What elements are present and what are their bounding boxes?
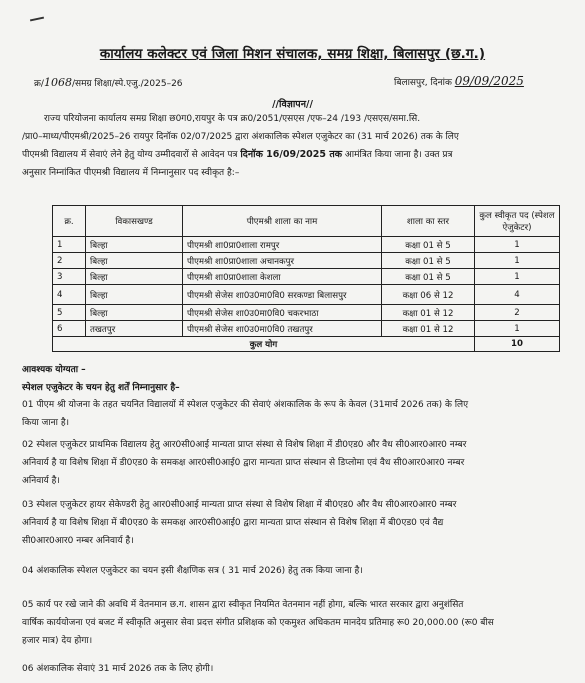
intro-line: पीएमश्री विद्यालय में सेवाएं लेने हेतु योग्य उम्मीदवारों से आवेदन पत्र दिनॉक 16/09/2025 तक आमंत्रित किया जाना है। उक्त प्रत्र — [22, 149, 453, 160]
place-date: बिलासपुर, दिनांक 09/09/2025 — [394, 74, 524, 88]
cell: 1 — [53, 237, 86, 253]
notice-heading: //विज्ञापन// — [272, 99, 313, 110]
table-row — [53, 237, 560, 253]
eligibility-heading: आवश्यक योग्यता – — [22, 365, 86, 375]
cell: बिल्हा — [86, 253, 183, 269]
condition-item-5: 05 कार्य पर रखे जाने की अवधि में वेतनमान छ.ग. शासन द्वारा स्वीकृत नियमित वेतनमान नहीं होगा, बल्कि भारत सरकार द्वारा अनुशंसित वार्षिक कार्ययोजना एवं बजट में स्वीकृति अनुसार सेवा प्रदत्त संगीत प्रशिक्षक को एकमुश्त अधिकतम मानदेय प्रतिमाह रू0 20,000.00 (रू0 बीस हजार मात्र) देय होगा। — [22, 600, 494, 646]
cell: 2 — [475, 305, 560, 321]
table-row — [53, 305, 560, 321]
cell: तखतपुर — [86, 321, 183, 337]
intro-line: /प्रा0–माध्य/पीएमश्री/2025–26 रायपुर दिनॉक 02/07/2025 द्वारा अंशकालिक स्पेशल एजुकेटर का (31 मार्च 2026) तक के लिए — [22, 132, 459, 142]
cell: कक्षा 06 से 12 — [382, 285, 475, 305]
cell: पीएमश्री सेजेस शा0उ0मा0वि0 सरकण्डा बिलासपुर — [183, 285, 382, 305]
table-total-row — [53, 337, 560, 352]
posts-table — [52, 205, 560, 352]
table-row — [53, 253, 560, 269]
cell: बिल्हा — [86, 305, 183, 321]
table-row — [53, 321, 560, 337]
cell: 2 — [53, 253, 86, 269]
condition-item-4: 04 अंशकालिक स्पेशल एजुकेटर का चयन इसी शैक्षणिक सत्र ( 31 मार्च 2026) हेतु तक किया जाना है। — [22, 566, 363, 576]
table-row — [53, 269, 560, 285]
cell: 1 — [475, 253, 560, 269]
intro-line: राज्य परियोजना कार्यालय समग्र शिक्षा छ0ग0,रायपुर के पत्र क्र0/2051/एसएस /एफ–24 /193 /एसएस/समा.सि. — [44, 114, 421, 124]
total-value: 10 — [475, 337, 560, 352]
total-label: कुल योग — [53, 337, 475, 352]
handwritten-ref-number: 1068 — [43, 76, 72, 89]
intro-paragraph — [22, 110, 567, 182]
cell: कक्षा 01 से 5 — [382, 269, 475, 285]
cell: बिल्हा — [86, 237, 183, 253]
cell: 5 — [53, 305, 86, 321]
intro-line: अनुसार निम्नांकित पीएमश्री विद्यालय में निम्नानुसार पद स्वीकृत है:– — [22, 168, 240, 178]
cell: कक्षा 01 से 12 — [382, 321, 475, 337]
cell: पीएमश्री सेजेस शा0उ0मा0वि0 चकरभाठा — [183, 305, 382, 321]
cell: 1 — [475, 321, 560, 337]
cell: 4 — [475, 285, 560, 305]
cell: कक्षा 01 से 5 — [382, 253, 475, 269]
col-header: कुल स्वीकृत पद (स्पेशल ऐजुकेटर) — [475, 206, 560, 237]
table-row — [53, 285, 560, 305]
pen-mark — [30, 17, 44, 22]
office-title: कार्यालय कलेक्टर एवं जिला मिशन संचालक, समग्र शिक्षा, बिलासपुर (छ.ग.) — [99, 46, 486, 62]
cell: कक्षा 01 से 5 — [382, 237, 475, 253]
eligibility-subheading: स्पेशल एजुकेटर के चयन हेतु शर्तें निम्नानुसार है– — [22, 383, 180, 393]
cell: 6 — [53, 321, 86, 337]
condition-item-2: 02 स्पेशल एजुकेटर प्राथमिक विद्यालय हेतु आर0सी0आई मान्यता प्राप्त संस्था से विशेष शिक्षा में डी0एड0 और वैध सी0आर0आर0 नम्बर अनिवार्य है या विशेष शिक्षा में डी0एड0 के समकक्ष आर0सी0आई0 द्वारा मान्यता प्राप्त संस्थान से डिप्लोमा एवं वैध सी0आर0आर0 नम्बर अनिवार्य है। — [22, 440, 467, 486]
handwritten-date: 09/09/2025 — [454, 74, 524, 88]
cell: 4 — [53, 285, 86, 305]
reference-number: क्र/1068/समग्र शिक्षा/स्पे.एजु./2025–26 — [34, 76, 183, 89]
col-header: शाला का स्तर — [382, 206, 475, 237]
col-header: क्र. — [53, 206, 86, 237]
table-header-row — [53, 206, 560, 237]
col-header: पीएमश्री शाला का नाम — [183, 206, 382, 237]
condition-item-1: 01 पीएम श्री योजना के तहत चयनित विद्यालयों में स्पेशल एजुकेटर की सेवाएं अंशकालिक के रूप के केवल (31मार्च 2026 तक) के लिए किया जाना है। — [22, 400, 469, 428]
cell: कक्षा 01 से 12 — [382, 305, 475, 321]
cell: 3 — [53, 269, 86, 285]
condition-item-3: 03 स्पेशल एजुकेटर हायर सेकेण्डरी हेतु आर0सी0आई मान्यता प्राप्त संस्था से विशेष शिक्षा में बी0एड0 और वैध सी0आर0आर0 नम्बर अनिवार्य है या विशेष शिक्षा में बी0एड0 के समकक्ष आर0सी0आई0 द्वारा मान्यता प्राप्त संस्थान से विशेष शिक्षा में बी0एड0 एवं वैद्य सी0आर0आर0 नम्बर अनिवार्य है। — [22, 500, 457, 546]
col-header: विकासखण्ड — [86, 206, 183, 237]
cell: पीएमश्री शा0प्रा0शाला रामपुर — [183, 237, 382, 253]
cell: बिल्हा — [86, 269, 183, 285]
cell: पीएमश्री शा0प्रा0शाला अचानकपुर — [183, 253, 382, 269]
cell: 1 — [475, 237, 560, 253]
cell: पीएमश्री शा0प्रा0शाला केशला — [183, 269, 382, 285]
cell: पीएमश्री सेजेस शा0उ0मा0वि0 तखतपुर — [183, 321, 382, 337]
condition-item-6: 06 अंशकालिक सेवाएं 31 मार्च 2026 तक के लिए होगी। — [22, 664, 214, 674]
cell: 1 — [475, 269, 560, 285]
cell: बिल्हा — [86, 285, 183, 305]
last-date: दिनॉक 16/09/2025 तक — [240, 149, 343, 160]
